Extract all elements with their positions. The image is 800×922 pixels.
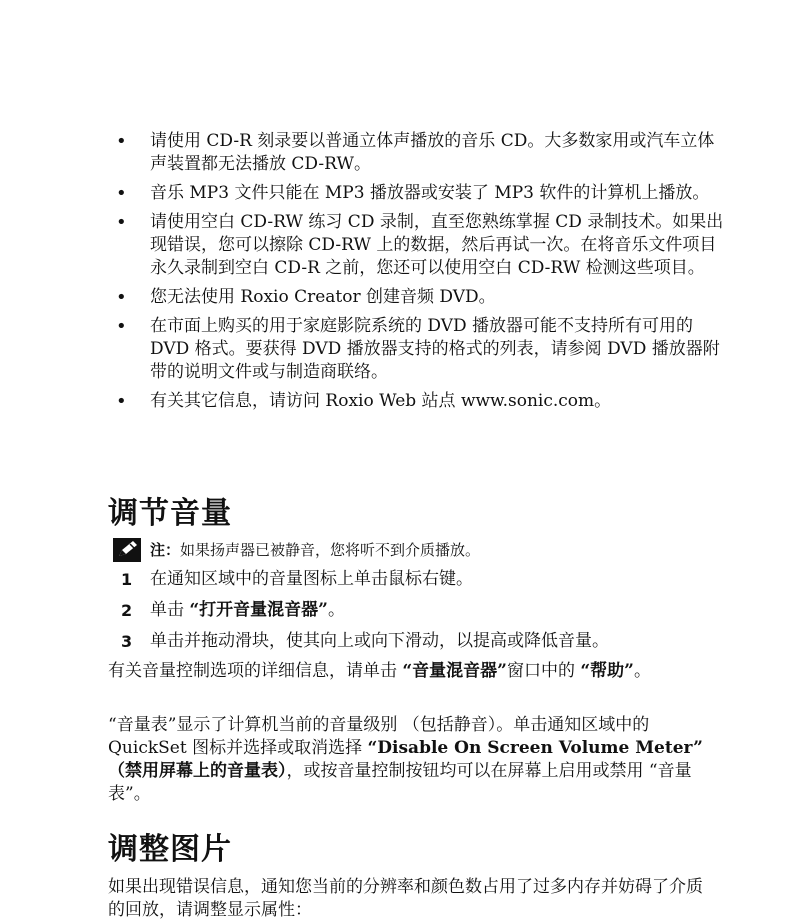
bullet-dot: •: [116, 131, 127, 152]
bullet-dot: •: [116, 391, 127, 412]
bullet-dot: •: [116, 212, 127, 233]
pencil-note-icon: [113, 538, 141, 562]
step-text: [150, 630, 609, 653]
bullet-dot: •: [116, 287, 127, 308]
bullet-text: 音乐 MP3 文件只能在 MP3 播放器或安装了 MP3 软件的计算机上播放。: [150, 183, 710, 203]
ui-term: “音量混音器”: [402, 661, 507, 681]
list-item: [0, 286, 800, 309]
bullet-text: 请使用 CD-R 刻录要以普通立体声播放的音乐 CD。大多数家用或汽车立体声装置都无法播放 CD-RW。: [150, 131, 715, 174]
text-part: 。: [633, 661, 651, 681]
list-item: [0, 390, 800, 413]
list-item: [0, 130, 800, 176]
paragraph-picture: 如果出现错误信息，通知您当前的分辨率和颜色数占用了过多内存并妨碍了介质的回放，请调整显示属性：: [108, 877, 703, 920]
bullet-text: 有关其它信息，请访问 Roxio Web 站点 www.sonic.com。: [150, 391, 612, 411]
step-text: [150, 599, 345, 622]
text-part: 有关音量控制选项的详细信息，请单击: [108, 661, 403, 681]
step-list: [0, 568, 800, 661]
note-box: [113, 538, 753, 562]
bullet-text: 在市面上购买的用于家庭影院系统的 DVD 播放器可能不支持所有可用的 DVD 格式。要获得 DVD 播放器支持的格式的列表，请参阅 DVD 播放器附带的说明文件或与制造商联络。: [150, 316, 720, 382]
step-text-part: 在通知区域中的音量图标上单击鼠标右键。: [150, 569, 473, 589]
note-body: 如果扬声器已被静音，您将听不到介质播放。: [180, 541, 481, 559]
bullet-text: 请使用空白 CD-RW 练习 CD 录制，直至您熟练掌握 CD 录制技术。如果出现错误，您可以擦除 CD-RW 上的数据，然后再试一次。在将音乐文件项目永久录制到空白 CD-R 之前，您还可以使用空白 CD-RW 检测这些项目。: [150, 212, 724, 278]
list-item: [0, 182, 800, 205]
list-item: [0, 568, 800, 599]
section-heading-volume: 调节音量: [108, 496, 232, 531]
bullet-list: [0, 130, 800, 419]
text-part: 窗口中的: [506, 661, 581, 681]
step-ui-term: “打开音量混音器”: [189, 600, 328, 620]
bullet-text: 您无法使用 Roxio Creator 创建音频 DVD。: [150, 287, 496, 307]
ui-term: “Disable On Screen Volume Meter” （禁用屏幕上的音量表）: [108, 738, 703, 781]
step-text-part: 单击: [150, 600, 190, 620]
note-text: [150, 540, 480, 560]
step-number: 1: [121, 570, 133, 589]
list-item: [0, 211, 800, 280]
text-part: ，或按音量控制按钮均可以在屏幕上启用或禁用 “音量表”。: [108, 761, 692, 804]
list-item: [0, 599, 800, 630]
text-part: “音量表”显示了计算机当前的音量级别 （包括静音）。单击通知区域中的 QuickSet 图标并选择或取消选择: [108, 715, 650, 758]
step-number: 3: [121, 632, 133, 651]
list-item: [0, 315, 800, 384]
step-text-part: 。: [327, 600, 345, 620]
bullet-dot: •: [116, 183, 127, 204]
paragraph-volume-meter: [108, 714, 718, 806]
bullet-dot: •: [116, 316, 127, 337]
ui-term: “帮助”: [580, 661, 634, 681]
list-item: [0, 630, 800, 661]
step-number: 2: [121, 601, 133, 620]
step-text: [150, 568, 473, 591]
step-text-part: 单击并拖动滑块，使其向上或向下滑动，以提高或降低音量。: [150, 631, 609, 651]
section-heading-picture: 调整图片: [108, 832, 232, 867]
note-label: 注：: [150, 541, 181, 559]
paragraph-volume-help: [108, 660, 718, 683]
